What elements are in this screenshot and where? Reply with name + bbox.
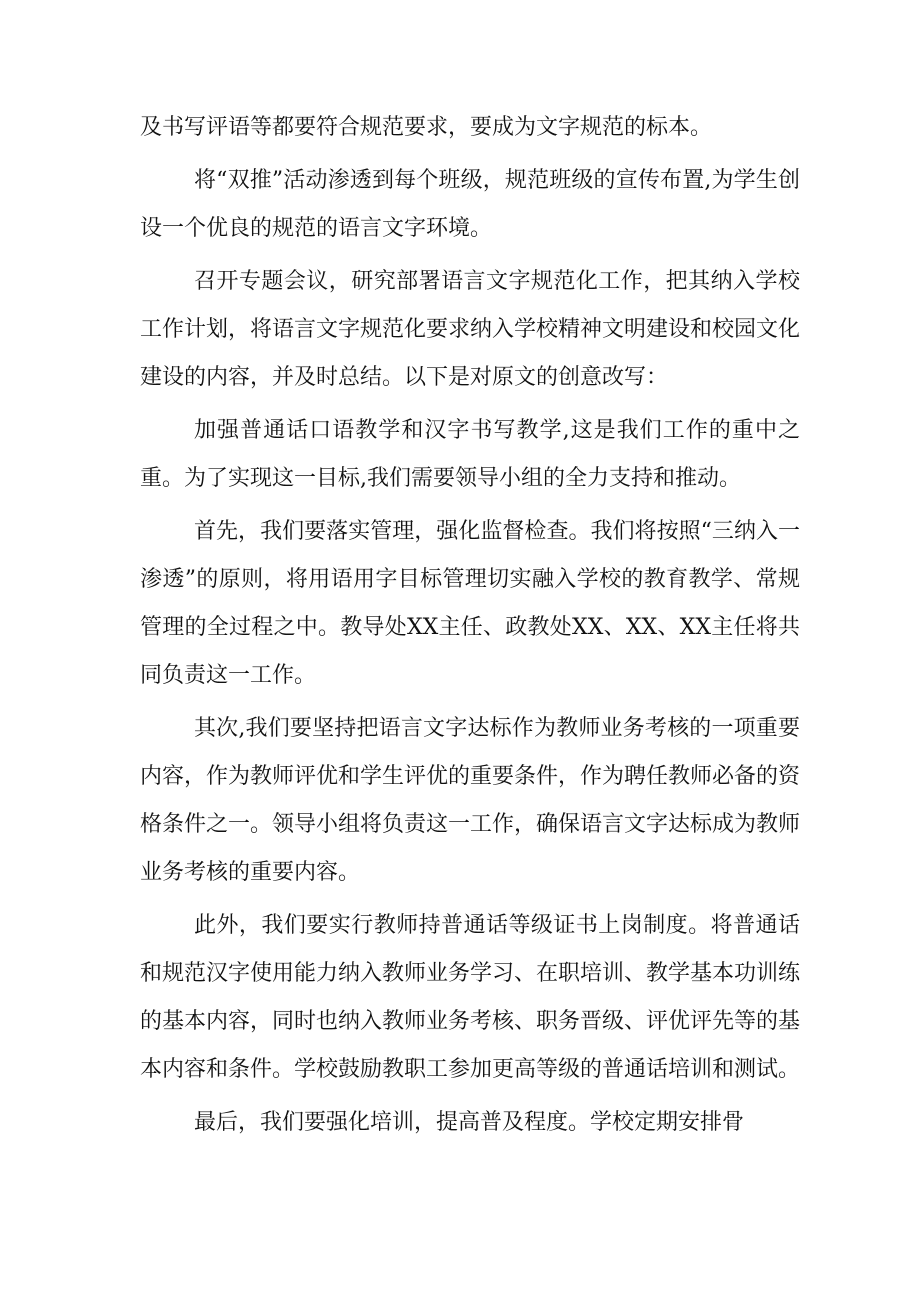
paragraph-shuangtui: 将“双推”活动渗透到每个班级，规范班级的宣传布置,为学生创设一个优良的规范的语言文字环境。 bbox=[140, 168, 800, 241]
paragraph-last-training: 最后，我们要强化培训，提高普及程度。学校定期安排骨 bbox=[194, 1110, 745, 1135]
paragraph-meeting: 召开专题会议，研究部署语言文字规范化工作，把其纳入学校工作计划，将语言文字规范化要求纳入学校精神文明建设和校园文化建设的内容，并及时总结。以下是对原文的创意改写： bbox=[140, 269, 801, 390]
paragraph-continuation: 及书写评语等都要符合规范要求，要成为文字规范的标本。 bbox=[140, 115, 713, 140]
paragraph-certificate-system: 此外，我们要实行教师持普通话等级证书上岗制度。将普通话和规范汉字使用能力纳入教师业务学习、在职培训、教学基本功训练的基本内容，同时也纳入教师业务考核、职务晋级、评优评先等的基本内容和条件。学校鼓励教职工参加更高等级的普通话培训和测试。 bbox=[140, 913, 801, 1082]
paragraph-first-management: 首先，我们要落实管理，强化监督检查。我们将按照“三纳入一渗透”的原则，将用语用字目标管理切实融入学校的教育教学、常规管理的全过程之中。教导处XX主任、政教处XX、XX、XX主任将共同负责这一工作。 bbox=[140, 519, 800, 688]
paragraph-mandarin-teaching: 加强普通话口语教学和汉字书写教学,这是我们工作的重中之重。为了实现这一目标,我们需要领导小组的全力支持和推动。 bbox=[140, 418, 800, 491]
paragraph-second-assessment: 其次,我们要坚持把语言文字达标作为教师业务考核的一项重要内容，作为教师评优和学生评优的重要条件，作为聘任教师必备的资格条件之一。领导小组将负责这一工作，确保语言文字达标成为教师业务考核的重要内容。 bbox=[140, 716, 801, 885]
document-body bbox=[140, 104, 800, 1152]
